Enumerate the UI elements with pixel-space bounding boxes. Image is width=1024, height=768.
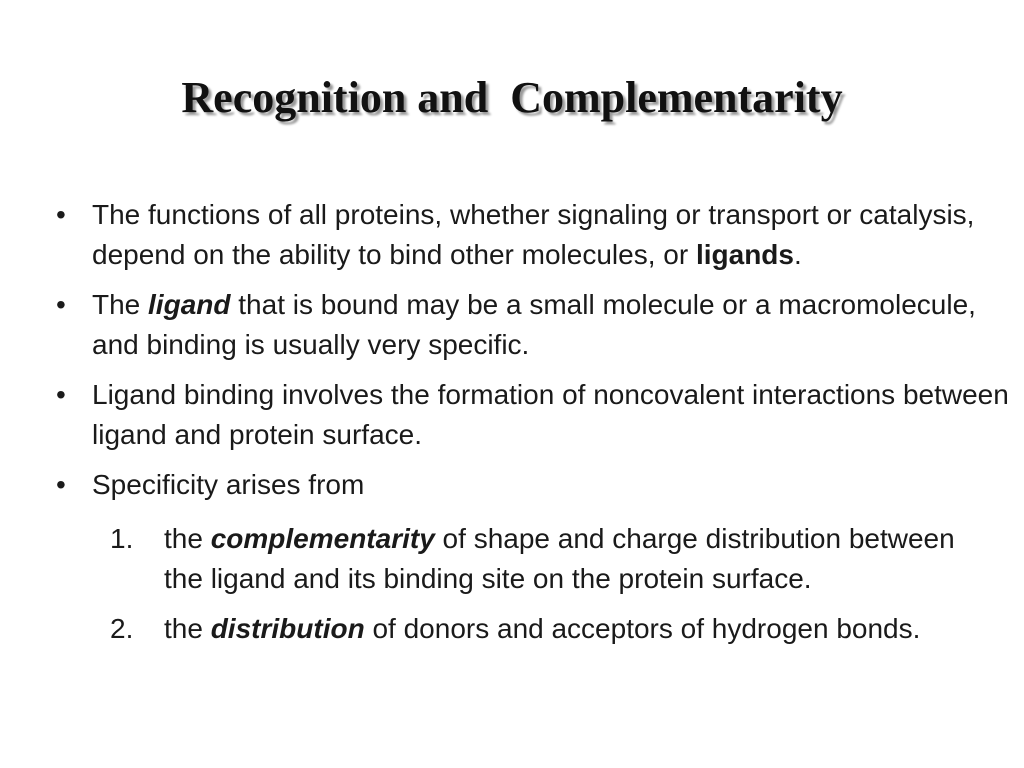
item-emphasis: complementarity bbox=[210, 523, 435, 554]
bullet-text-end: . bbox=[793, 239, 802, 270]
bullet-emphasis: ligand bbox=[148, 289, 231, 320]
bullet-text-end: that is bound may be a small molecule or a macromolecule, and binding is usually very specific. bbox=[92, 289, 976, 360]
bullet-text: The functions of all proteins, whether signaling or transport or catalysis, depend on the ability to bind other molecules, or bbox=[92, 199, 975, 270]
bullet-marker: • bbox=[56, 289, 66, 320]
bullet-marker: • bbox=[56, 199, 66, 230]
numbered-item bbox=[110, 609, 1000, 649]
item-text: the bbox=[164, 613, 211, 644]
item-text-end: of shape and charge distribution between the ligand and its binding site on the protein surface. bbox=[164, 523, 955, 594]
bullet-emphasis: ligands bbox=[695, 239, 794, 270]
numbered-sublist bbox=[110, 519, 1000, 659]
bullet-item bbox=[56, 285, 1016, 365]
item-text-end: of donors and acceptors of hydrogen bonds. bbox=[364, 613, 921, 644]
bullet-marker: • bbox=[56, 469, 66, 500]
bullet-list bbox=[56, 195, 1016, 515]
bullet-marker: • bbox=[56, 379, 66, 410]
bullet-item bbox=[56, 375, 1016, 455]
item-number: 1. bbox=[110, 523, 134, 554]
bullet-item bbox=[56, 195, 1016, 275]
item-text: the bbox=[164, 523, 211, 554]
item-number: 2. bbox=[110, 613, 134, 644]
bullet-item bbox=[56, 465, 1016, 505]
bullet-text: Specificity arises from bbox=[92, 469, 365, 500]
slide-title: Recognition and Complementarity bbox=[181, 73, 843, 122]
numbered-item bbox=[110, 519, 1000, 599]
bullet-text: Ligand binding involves the formation of noncovalent interactions between ligand and protein surface. bbox=[92, 379, 1009, 450]
bullet-text: The bbox=[92, 289, 149, 320]
item-emphasis: distribution bbox=[210, 613, 365, 644]
